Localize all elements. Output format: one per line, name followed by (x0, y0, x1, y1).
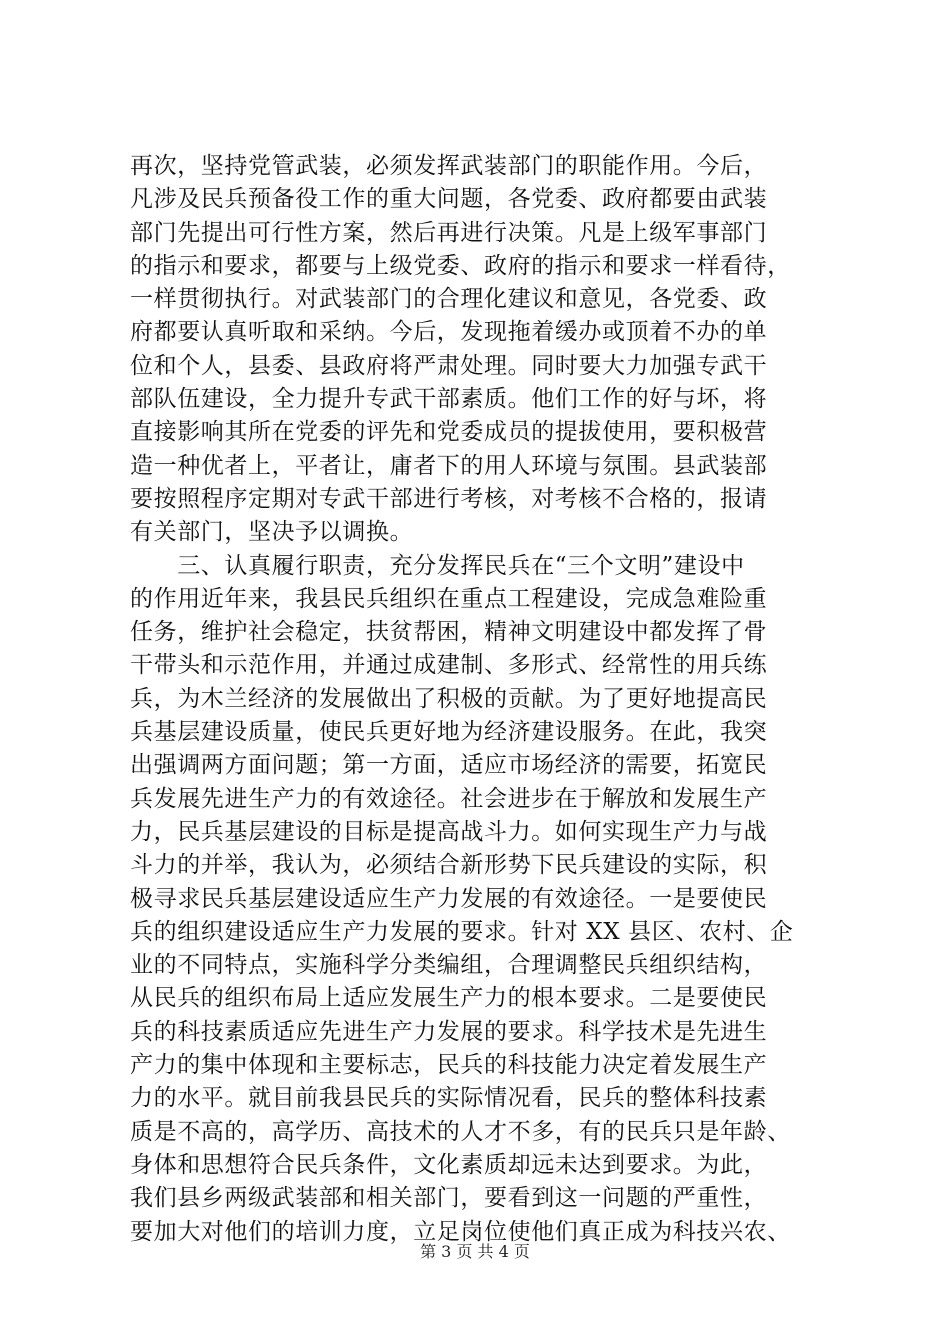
text-line: 府都要认真听取和采纳。今后，发现拖着缓办或顶着不办的单 (130, 319, 768, 346)
text-line: 凡涉及民兵预备役工作的重大问题，各党委、政府都要由武装 (130, 186, 768, 213)
text-line: 要按照程序定期对专武干部进行考核，对考核不合格的，报请 (130, 485, 768, 512)
text-line: 的作用近年来，我县民兵组织在重点工程建设，完成急难险重 (130, 585, 768, 612)
text-line: 力，民兵基层建设的目标是提高战斗力。如何实现生产力与战 (130, 818, 768, 845)
text-line: 业的不同特点，实施科学分类编组，合理调整民兵组织结构， (130, 952, 768, 979)
text-line: 部门先提出可行性方案，然后再进行决策。凡是上级军事部门 (130, 219, 768, 246)
text-line: 的指示和要求，都要与上级党委、政府的指示和要求一样看待， (130, 252, 791, 279)
text-line: 兵的组织建设适应生产力发展的要求。针对 XX 县区、农村、企 (130, 918, 794, 945)
text-line: 从民兵的组织布局上适应发展生产力的根本要求。二是要使民 (130, 985, 768, 1012)
text-line: 我们县乡两级武装部和相关部门，要看到这一问题的严重性， (130, 1185, 768, 1212)
text-line: 要加大对他们的培训力度，立足岗位使他们真正成为科技兴农、 (130, 1218, 791, 1245)
text-line: 干带头和示范作用，并通过成建制、多形式、经常性的用兵练 (130, 652, 768, 679)
text-line: 产力的集中体现和主要标志，民兵的科技能力决定着发展生产 (130, 1052, 768, 1079)
page-footer: 第 3 页 共 4 页 (420, 1242, 530, 1261)
document-body (130, 150, 830, 1249)
text-line: 身体和思想符合民兵条件，文化素质却远未达到要求。为此， (130, 1151, 768, 1178)
text-line: 兵基层建设质量，使民兵更好地为经济建设服务。在此，我突 (130, 719, 768, 746)
text-line: 三、认真履行职责，充分发挥民兵在“三个文明”建设中 (130, 552, 745, 579)
text-line: 位和个人，县委、县政府将严肃处理。同时要大力加强专武干 (130, 352, 768, 379)
text-line: 有关部门，坚决予以调换。 (130, 519, 414, 546)
text-line: 兵，为木兰经济的发展做出了积极的贡献。为了更好地提高民 (130, 685, 768, 712)
text-line: 兵发展先进生产力的有效途径。社会进步在于解放和发展生产 (130, 785, 768, 812)
text-line: 兵的科技素质适应先进生产力发展的要求。科学技术是先进生 (130, 1018, 768, 1045)
text-line: 任务，维护社会稳定，扶贫帮困，精神文明建设中都发挥了骨 (130, 619, 768, 646)
text-line: 部队伍建设，全力提升专武干部素质。他们工作的好与坏，将 (130, 386, 768, 413)
text-line: 力的水平。就目前我县民兵的实际情况看，民兵的整体科技素 (130, 1085, 768, 1112)
text-line: 出强调两方面问题；第一方面，适应市场经济的需要，拓宽民 (130, 752, 768, 779)
text-line: 造一种优者上，平者让，庸者下的用人环境与氛围。县武装部 (130, 452, 768, 479)
text-line: 质是不高的，高学历、高技术的人才不多，有的民兵只是年龄、 (130, 1118, 791, 1145)
text-line: 极寻求民兵基层建设适应生产力发展的有效途径。一是要使民 (130, 885, 768, 912)
text-line: 一样贯彻执行。对武装部门的合理化建议和意见，各党委、政 (130, 286, 768, 313)
text-line: 直接影响其所在党委的评先和党委成员的提拔使用，要积极营 (130, 419, 768, 446)
text-line: 再次，坚持党管武装，必须发挥武装部门的职能作用。今后， (130, 153, 768, 179)
text-line: 斗力的并举，我认为，必须结合新形势下民兵建设的实际，积 (130, 852, 768, 879)
